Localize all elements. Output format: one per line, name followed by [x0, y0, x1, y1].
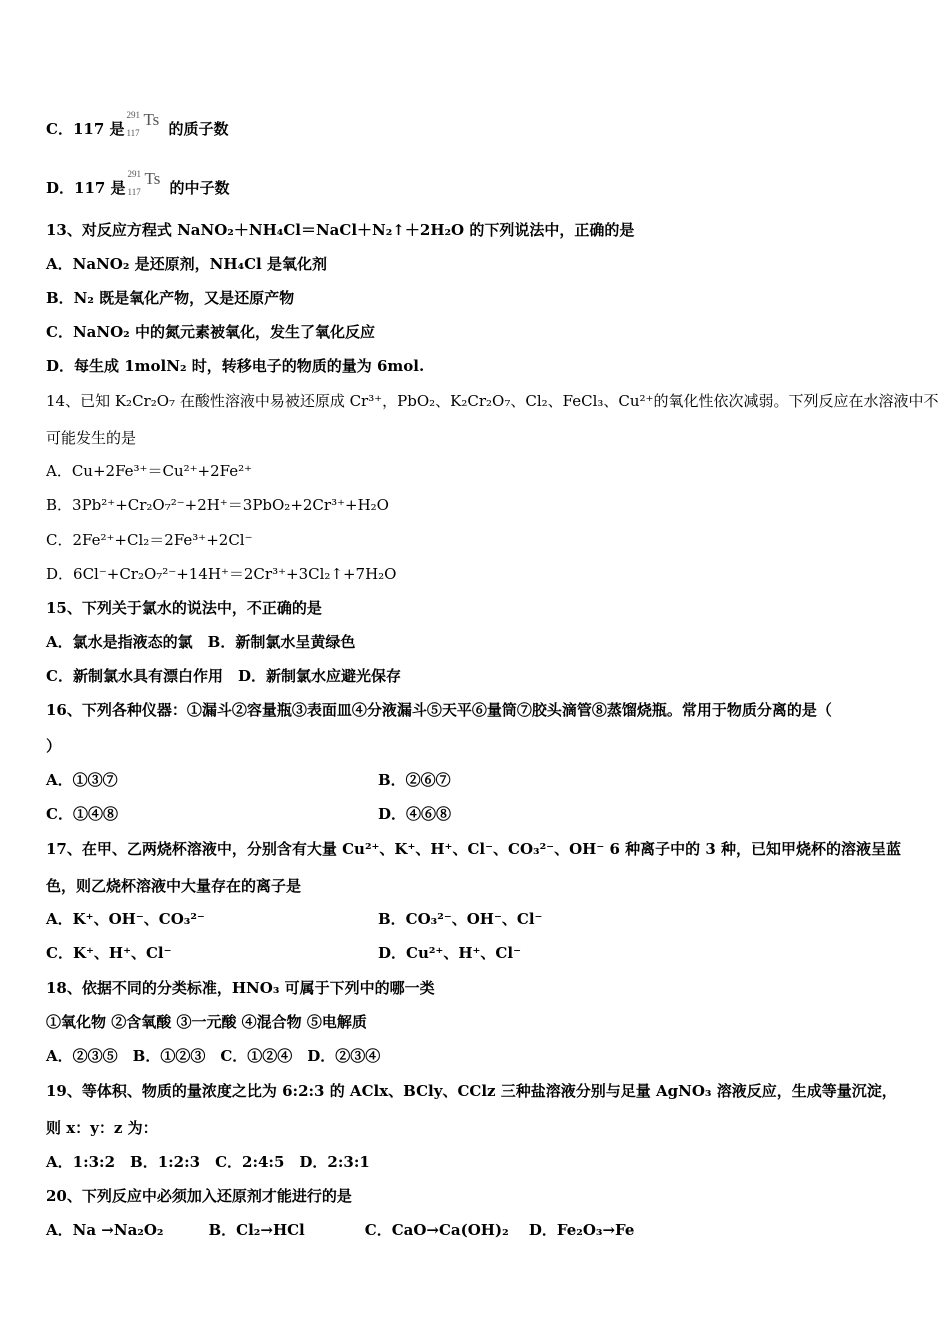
q16-stem-line1: 16、下列各种仪器：①漏斗②容量瓶③表面皿④分液漏斗⑤天平⑥量筒⑦胶头滴管⑧蒸馏烧瓶。常用于物质分离的是（ [46, 701, 832, 719]
q18-choices: ①氧化物 ②含氧酸 ③一元酸 ④混合物 ⑤电解质 [46, 1013, 367, 1031]
q12-option-d-label: D．117 是 [46, 179, 126, 197]
q17-option-d: D．Cu²⁺、H⁺、Cl⁻ [378, 944, 521, 962]
q17-option-c: C．K⁺、H⁺、Cl⁻ [46, 944, 172, 962]
q13-option-d: D．每生成 1molN₂ 时，转移电子的物质的量为 6mol. [46, 357, 425, 375]
q14-option-d: D．6Cl⁻+Cr₂O₇²⁻+14H⁺＝2Cr³⁺+3Cl₂↑+7H₂O [46, 565, 397, 583]
q17-stem-line1: 17、在甲、乙两烧杯溶液中，分别含有大量 Cu²⁺、K⁺、H⁺、Cl⁻、CO₃²⁻、OH⁻ 6 种离子中的 3 种，已知甲烧杯的溶液呈蓝 [46, 840, 902, 858]
q14-stem-line2: 可能发生的是 [46, 429, 137, 447]
q12-option-d-text: 的中子数 [169, 179, 230, 197]
q13-option-b: B．N₂ 既是氧化产物，又是还原产物 [46, 289, 295, 307]
q18-options: A．②③⑤ B．①②③ C．①②④ D．②③④ [46, 1047, 381, 1065]
q16-option-d: D．④⑥⑧ [378, 805, 452, 823]
q16-option-b: B．②⑥⑦ [378, 771, 451, 789]
q12-option-c-text: 的质子数 [168, 120, 229, 138]
q12-option-c [46, 110, 229, 139]
q14-option-c: C．2Fe²⁺+Cl₂＝2Fe³⁺+2Cl⁻ [46, 531, 253, 549]
q17-option-b: B．CO₃²⁻、OH⁻、Cl⁻ [378, 910, 543, 928]
q15-stem: 15、下列关于氯水的说法中，不正确的是 [46, 599, 322, 617]
q15-options-ab: A．氯水是指液态的氯 B．新制氯水呈黄绿色 [46, 633, 356, 651]
q20-options: A．Na →Na₂O₂ B．Cl₂→HCl C．CaO→Ca(OH)₂ D．Fe₂O₃→Fe [46, 1221, 635, 1239]
q12-option-d [46, 169, 230, 198]
q13-stem: 13、对反应方程式 NaNO₂＋NH₄Cl＝NaCl＋N₂↑＋2H₂O 的下列说法中，正确的是 [46, 221, 635, 239]
q15-options-cd: C．新制氯水具有漂白作用 D．新制氯水应避光保存 [46, 667, 401, 685]
q14-stem-line1: 14、已知 K₂Cr₂O₇ 在酸性溶液中易被还原成 Cr³⁺，PbO₂、K₂Cr₂O₇、Cl₂、FeCl₃、Cu²⁺的氧化性依次减弱。下列反应在水溶液中不 [46, 392, 939, 410]
isotope-symbol: 291 117 Ts [127, 169, 161, 197]
q14-option-a: A．Cu+2Fe³⁺＝Cu²⁺+2Fe²⁺ [46, 462, 253, 480]
q16-option-a: A．①③⑦ [46, 771, 118, 789]
isotope-symbol: 291 117 Ts [126, 110, 160, 138]
q19-stem-line2: 则 x：y：z 为： [46, 1119, 158, 1137]
q13-option-c: C．NaNO₂ 中的氮元素被氧化，发生了氧化反应 [46, 323, 375, 341]
q18-stem: 18、依据不同的分类标准，HNO₃ 可属于下列中的哪一类 [46, 979, 435, 997]
q12-option-c-label: C．117 是 [46, 120, 125, 138]
q16-option-c: C．①④⑧ [46, 805, 118, 823]
q14-option-b: B．3Pb²⁺+Cr₂O₇²⁻+2H⁺＝3PbO₂+2Cr³⁺+H₂O [46, 496, 389, 514]
q16-stem-line2: ） [46, 737, 62, 755]
q17-stem-line2: 色，则乙烧杯溶液中大量存在的离子是 [46, 877, 302, 895]
q13-option-a: A．NaNO₂ 是还原剂，NH₄Cl 是氧化剂 [46, 255, 327, 273]
q19-stem-line1: 19、等体积、物质的量浓度之比为 6:2:3 的 AClx、BCly、CClz 三种盐溶液分别与足量 AgNO₃ 溶液反应，生成等量沉淀， [46, 1082, 897, 1100]
q20-stem: 20、下列反应中必须加入还原剂才能进行的是 [46, 1187, 352, 1205]
q17-option-a: A．K⁺、OH⁻、CO₃²⁻ [46, 910, 205, 928]
q19-options: A．1:3:2 B．1:2:3 C．2:4:5 D．2:3:1 [46, 1153, 370, 1171]
